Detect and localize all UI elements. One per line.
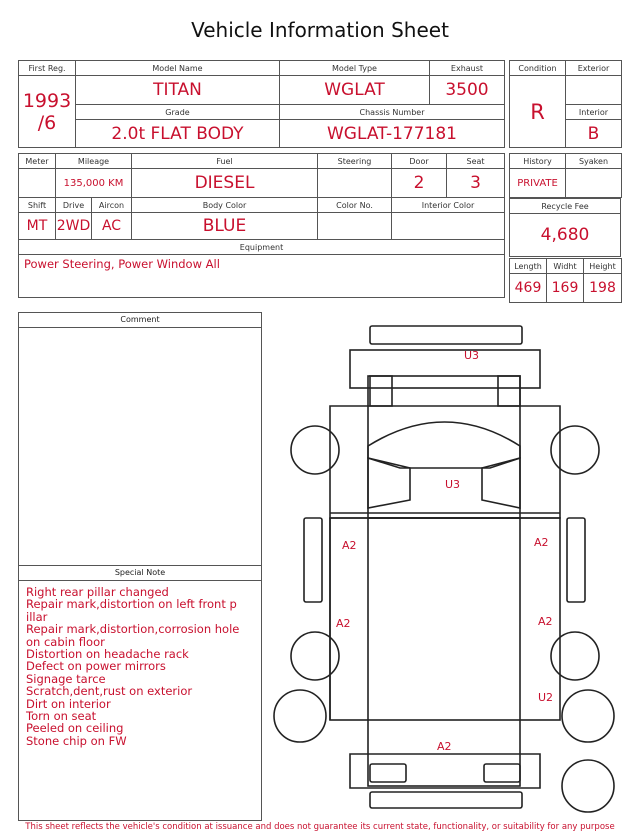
exterior-label: Exterior bbox=[566, 61, 622, 76]
special-note-item: Defect on power mirrors bbox=[26, 659, 166, 674]
aircon-value: AC bbox=[92, 213, 132, 240]
special-note-item: Repair mark,distortion,corrosion hole bbox=[26, 622, 240, 637]
right-rear-wheel-inner bbox=[551, 632, 599, 680]
left-rear-wheel-outer bbox=[274, 690, 326, 742]
hood bbox=[368, 458, 410, 508]
rear-right-light bbox=[484, 764, 520, 782]
chassis-number-label: Chassis Number bbox=[280, 105, 505, 120]
recycle-fee-label: Recycle Fee bbox=[510, 199, 621, 214]
damage-left-front-door: A2 bbox=[342, 539, 357, 552]
front-top-panel bbox=[350, 350, 540, 388]
height-value: 198 bbox=[584, 274, 622, 303]
equipment-value: Power Steering, Power Window All bbox=[19, 255, 505, 298]
special-note-item: Distortion on headache rack bbox=[26, 647, 189, 662]
left-front-wheel bbox=[291, 426, 339, 474]
exhaust-label: Exhaust bbox=[430, 61, 505, 76]
model-type-label: Model Type bbox=[280, 61, 430, 76]
history-value: PRIVATE bbox=[510, 169, 566, 198]
first-reg-year: 1993 bbox=[22, 89, 72, 112]
color-no-label: Color No. bbox=[318, 198, 392, 213]
length-value: 469 bbox=[510, 274, 547, 303]
special-note-item: Peeled on ceiling bbox=[26, 721, 124, 736]
syaken-value bbox=[566, 169, 622, 198]
windshield bbox=[368, 422, 520, 468]
left-side-panel bbox=[304, 518, 322, 602]
drive-value: 2WD bbox=[56, 213, 92, 240]
aircon-label: Aircon bbox=[92, 198, 132, 213]
meter-value bbox=[19, 169, 56, 198]
special-note-item: illar bbox=[26, 609, 48, 624]
condition-value: R bbox=[510, 76, 566, 148]
right-mirror-block bbox=[498, 376, 520, 406]
comment-body bbox=[19, 328, 261, 566]
special-note-item: Repair mark,distortion on left front p bbox=[26, 597, 237, 612]
special-note-label: Special Note bbox=[114, 568, 166, 577]
special-note-list bbox=[19, 581, 261, 752]
right-front-wheel bbox=[551, 426, 599, 474]
grade-value: 2.0t FLAT BODY bbox=[76, 120, 280, 148]
damage-rear-gate: A2 bbox=[437, 740, 452, 753]
body-color-value: BLUE bbox=[132, 213, 318, 240]
spare-wheel bbox=[562, 760, 614, 812]
seat-value: 3 bbox=[447, 169, 505, 198]
damage-right-front-door: A2 bbox=[534, 536, 549, 549]
chassis-number-value: WGLAT-177181 bbox=[280, 120, 505, 148]
interior-value: B bbox=[566, 120, 622, 148]
front-bumper bbox=[370, 326, 522, 344]
recycle-fee-table bbox=[509, 198, 621, 257]
special-note-item: Scratch,dent,rust on exterior bbox=[26, 684, 193, 699]
mileage-value: 135,000 KM bbox=[56, 169, 132, 198]
equipment-label: Equipment bbox=[19, 240, 505, 255]
model-name-value: TITAN bbox=[76, 76, 280, 105]
condition-table bbox=[509, 60, 622, 148]
grade-label: Grade bbox=[76, 105, 280, 120]
syaken-label: Syaken bbox=[566, 154, 622, 169]
steering-value bbox=[318, 169, 392, 198]
history-label: History bbox=[510, 154, 566, 169]
history-table bbox=[509, 153, 622, 198]
length-label: Length bbox=[510, 259, 547, 274]
comment-label: Comment bbox=[120, 315, 160, 324]
exhaust-value: 3500 bbox=[430, 76, 505, 105]
right-side-panel bbox=[567, 518, 585, 602]
interior-label: Interior bbox=[566, 105, 622, 120]
width-label: Widht bbox=[547, 259, 584, 274]
first-reg-value bbox=[19, 76, 76, 148]
color-no-value bbox=[318, 213, 392, 240]
special-note-item: on cabin floor bbox=[26, 634, 105, 649]
steering-label: Steering bbox=[318, 154, 392, 169]
interior-color-label: Interior Color bbox=[392, 198, 505, 213]
model-type-value: WGLAT bbox=[280, 76, 430, 105]
height-label: Height bbox=[584, 259, 622, 274]
rear-left-light bbox=[370, 764, 406, 782]
recycle-fee-value: 4,680 bbox=[510, 214, 621, 257]
special-note-item: Dirt on interior bbox=[26, 696, 111, 711]
shift-value: MT bbox=[19, 213, 56, 240]
fuel-label: Fuel bbox=[132, 154, 318, 169]
width-value: 169 bbox=[547, 274, 584, 303]
damage-left-rear: A2 bbox=[336, 617, 351, 630]
door-value: 2 bbox=[392, 169, 447, 198]
special-note-header bbox=[19, 566, 261, 581]
hood-right bbox=[482, 458, 520, 508]
comment-header bbox=[19, 313, 261, 328]
first-reg-label: First Reg. bbox=[19, 61, 76, 76]
specs-table bbox=[18, 153, 505, 298]
vehicle-summary-table bbox=[18, 60, 505, 148]
exterior-value bbox=[566, 76, 622, 105]
disclaimer-footer: This sheet reflects the vehicle's condition at issuance and does not guarantee its current state, functionality, or suitability for any purpose bbox=[25, 822, 615, 832]
seat-label: Seat bbox=[447, 154, 505, 169]
special-note-item: Signage tarce bbox=[26, 671, 106, 686]
mileage-label: Mileage bbox=[56, 154, 132, 169]
fuel-value: DIESEL bbox=[132, 169, 318, 198]
first-reg-month: /6 bbox=[37, 111, 57, 134]
model-name-label: Model Name bbox=[76, 61, 280, 76]
damage-right-bed-side: U2 bbox=[538, 691, 554, 704]
meter-label: Meter bbox=[19, 154, 56, 169]
special-note-item: Right rear pillar changed bbox=[26, 585, 169, 599]
door-label: Door bbox=[392, 154, 447, 169]
dimensions-table bbox=[509, 258, 622, 303]
rear-frame bbox=[350, 754, 540, 788]
body-color-label: Body Color bbox=[132, 198, 318, 213]
comment-panel bbox=[18, 312, 262, 821]
shift-label: Shift bbox=[19, 198, 56, 213]
damage-front-top: U3 bbox=[464, 349, 480, 362]
right-rear-wheel-outer bbox=[562, 690, 614, 742]
special-note-item: Stone chip on FW bbox=[26, 733, 127, 748]
damage-hood: U3 bbox=[445, 478, 461, 491]
sheet-title: Vehicle Information Sheet bbox=[191, 18, 449, 42]
drive-label: Drive bbox=[56, 198, 92, 213]
condition-label: Condition bbox=[510, 61, 566, 76]
left-mirror-block bbox=[370, 376, 392, 406]
special-note-item: Torn on seat bbox=[26, 709, 97, 724]
damage-right-rear: A2 bbox=[538, 615, 553, 628]
left-rear-wheel-inner bbox=[291, 632, 339, 680]
cargo-bed bbox=[330, 518, 560, 720]
rear-bumper bbox=[370, 792, 522, 808]
interior-color-value bbox=[392, 213, 505, 240]
